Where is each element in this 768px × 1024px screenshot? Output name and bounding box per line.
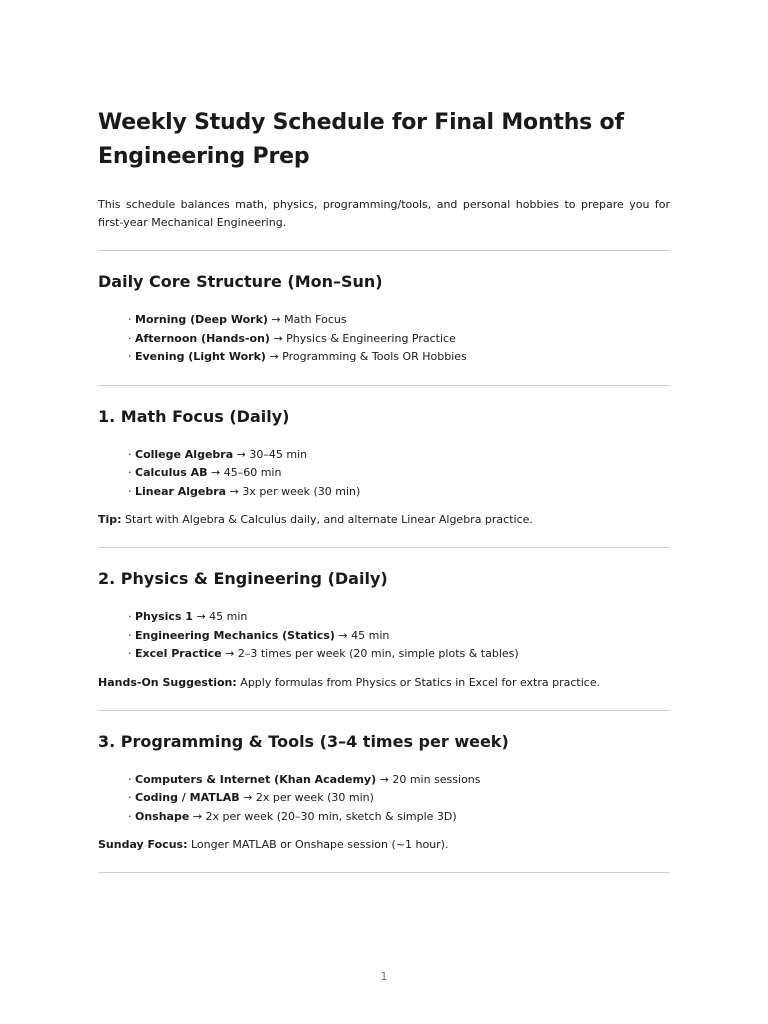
list-item — [128, 808, 670, 827]
item-value: 2x per week (30 min) — [255, 791, 374, 804]
bullet-list — [98, 311, 670, 367]
arrow-icon: → — [243, 791, 253, 804]
item-value: Programming & Tools OR Hobbies — [282, 350, 467, 363]
item-label: Physics 1 — [135, 610, 193, 623]
arrow-icon: → — [338, 628, 348, 642]
bullet-icon: · — [128, 772, 132, 786]
arrow-icon: → — [229, 484, 239, 498]
item-value: Math Focus — [284, 313, 347, 326]
section-heading: 3. Programming & Tools (3–4 times per week) — [98, 731, 509, 751]
list-item — [128, 483, 670, 502]
bullet-icon: · — [128, 313, 132, 326]
divider — [98, 385, 670, 386]
item-label: Computers & Internet (Khan Academy) — [135, 772, 377, 786]
section-note — [98, 511, 670, 529]
bullet-icon: · — [128, 447, 132, 461]
arrow-icon: → — [273, 331, 283, 345]
arrow-icon: → — [196, 610, 206, 623]
list-item — [128, 348, 670, 367]
item-label: Excel Practice — [135, 647, 222, 660]
item-label: Engineering Mechanics (Statics) — [135, 628, 335, 642]
arrow-icon: → — [269, 350, 279, 363]
note-label: Hands-On Suggestion: — [98, 675, 237, 689]
list-item — [128, 608, 670, 627]
bullet-icon: · — [128, 466, 132, 479]
section-heading: 1. Math Focus (Daily) — [98, 406, 290, 426]
item-value: 45 min — [209, 610, 248, 623]
arrow-icon: → — [379, 772, 389, 786]
bullet-list — [98, 446, 670, 502]
list-item — [128, 645, 670, 664]
note-label: Tip: — [98, 513, 122, 526]
bullet-list — [98, 771, 670, 827]
list-item — [128, 627, 670, 646]
item-value: 30–45 min — [249, 447, 308, 461]
note-text: Longer MATLAB or Onshape session (~1 hour). — [190, 838, 449, 851]
list-item — [128, 330, 670, 349]
bullet-icon: · — [128, 809, 132, 823]
note-label: Sunday Focus: — [98, 838, 188, 851]
divider — [98, 872, 670, 873]
divider — [98, 547, 670, 548]
item-label: Linear Algebra — [135, 484, 227, 498]
item-label: Calculus AB — [135, 466, 208, 479]
note-text: Start with Algebra & Calculus daily, and alternate Linear Algebra practice. — [125, 513, 533, 526]
bullet-icon: · — [128, 647, 132, 660]
section-note — [98, 674, 670, 692]
list-item — [128, 771, 670, 790]
item-label: Afternoon (Hands-on) — [135, 331, 270, 345]
list-item — [128, 446, 670, 465]
bullet-list — [98, 608, 670, 664]
arrow-icon: → — [225, 647, 235, 660]
divider — [98, 250, 670, 251]
bullet-icon: · — [128, 628, 132, 642]
bullet-icon: · — [128, 331, 132, 345]
arrow-icon: → — [236, 447, 246, 461]
bullet-icon: · — [128, 350, 132, 363]
section-heading: 2. Physics & Engineering (Daily) — [98, 569, 388, 588]
item-value: 45–60 min — [223, 466, 282, 479]
arrow-icon: → — [271, 313, 281, 326]
arrow-icon: → — [192, 809, 203, 823]
item-label: Evening (Light Work) — [135, 350, 266, 363]
bullet-icon: · — [128, 610, 132, 623]
item-label: Coding / MATLAB — [135, 791, 240, 804]
item-value: 2–3 times per week (20 min, simple plots & tables) — [237, 647, 519, 660]
item-value: 20 min sessions — [392, 772, 481, 786]
bullet-icon: · — [128, 484, 132, 498]
arrow-icon: → — [211, 466, 221, 479]
item-label: Onshape — [135, 809, 190, 823]
list-item — [128, 311, 670, 330]
item-value: 2x per week (20–30 min, sketch & simple 3D) — [205, 809, 457, 823]
intro-paragraph: This schedule balances math, physics, programming/tools, and personal hobbies to prepare you for first-year Mechanical Engineering. — [98, 198, 670, 229]
list-item — [128, 464, 670, 483]
divider — [98, 710, 670, 711]
section-heading: Daily Core Structure (Mon–Sun) — [98, 272, 383, 291]
item-value: Physics & Engineering Practice — [286, 331, 456, 345]
page-number: 1 — [380, 970, 388, 983]
item-label: Morning (Deep Work) — [135, 313, 268, 326]
item-label: College Algebra — [135, 447, 234, 461]
section-note — [98, 836, 670, 854]
list-item — [128, 789, 670, 808]
bullet-icon: · — [128, 791, 132, 804]
document-page — [98, 106, 670, 873]
item-value: 3x per week (30 min) — [242, 484, 361, 498]
note-text: Apply formulas from Physics or Statics in Excel for extra practice. — [240, 675, 601, 689]
item-value: 45 min — [351, 628, 390, 642]
document-title: Weekly Study Schedule for Final Months of Engineering Prep — [98, 110, 624, 169]
